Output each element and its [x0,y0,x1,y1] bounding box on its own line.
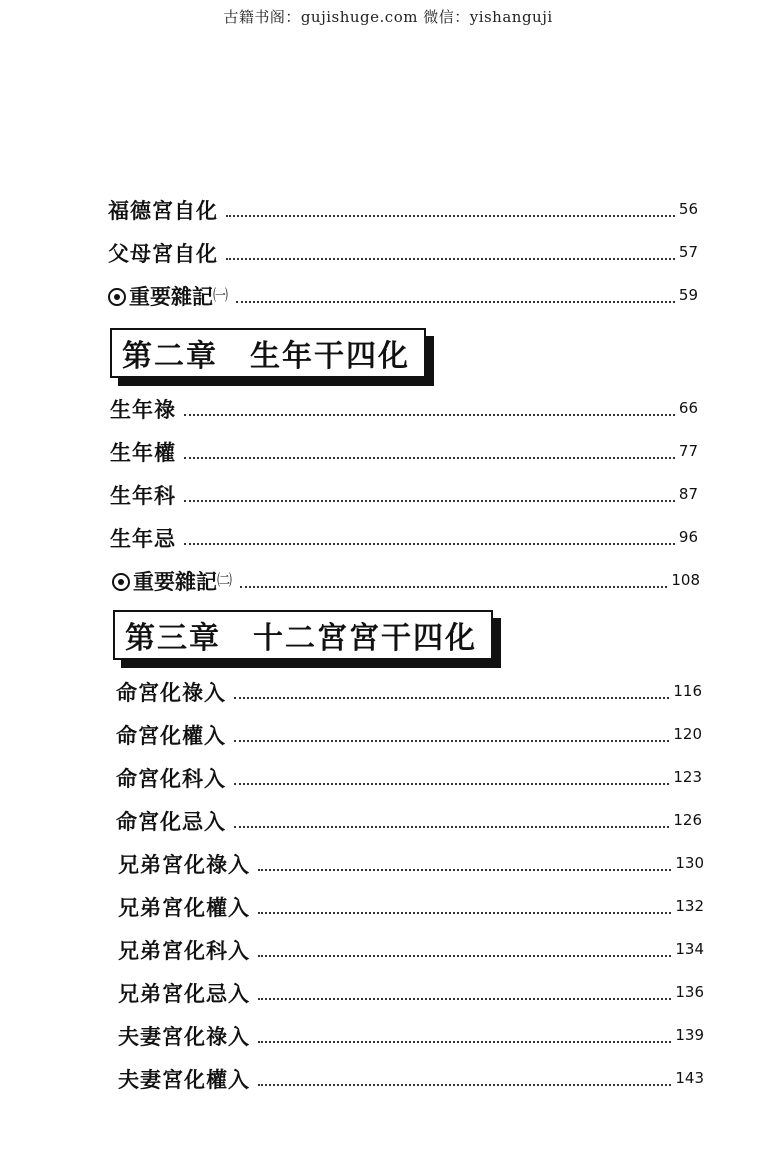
entry-title: 命宮化科入 [116,767,226,791]
entry-page: 57 [678,243,698,261]
entry-page: 132 [675,897,704,915]
entry-title: 夫妻宮化權入 [118,1068,250,1092]
chapter-label: 第三章 [125,621,221,656]
toc-entry [118,1020,704,1050]
dot-leader [258,1084,671,1086]
dot-leader [258,912,671,914]
entry-title: 福德宮自化 [108,199,218,223]
note-title [108,282,228,310]
toc-entry [116,719,702,749]
entry-page: 123 [673,768,702,786]
entry-title: 命宮化祿入 [116,681,226,705]
chapter-label: 第二章 [122,339,218,374]
toc-entry [116,805,702,835]
entry-page: 66 [678,399,698,417]
dot-leader [184,543,675,545]
toc-entry [118,1063,704,1093]
dot-leader [234,697,669,699]
toc-entry [118,848,704,878]
entry-title: 兄弟宮化科入 [118,939,250,963]
dot-leader [234,826,669,828]
dot-leader [258,1041,671,1043]
bullseye-icon [108,288,126,306]
dot-leader [240,586,667,588]
toc-entry [118,934,704,964]
entry-page: 77 [678,442,698,460]
entry-title: 兄弟宮化權入 [118,896,250,920]
entry-title: 生年祿 [110,398,176,422]
toc-entry [110,479,698,509]
note-label: 重要雜記 [129,285,213,309]
dot-leader [258,869,671,871]
dot-leader [258,955,671,957]
dot-leader [234,783,669,785]
entry-page: 56 [678,200,698,218]
bullseye-icon [112,573,130,591]
entry-page: 139 [675,1026,704,1044]
entry-title: 兄弟宮化忌入 [118,982,250,1006]
note-label: 重要雜記 [133,570,217,594]
note-number: ㈠ [213,286,229,304]
toc-entry [118,977,704,1007]
toc-entry [118,891,704,921]
toc-entry [110,393,698,423]
chapter-title: 十二宮宮干四化 [253,621,477,656]
chapter-heading [110,328,426,378]
entry-page: 116 [673,682,702,700]
dot-leader [184,414,675,416]
dot-leader [184,500,675,502]
toc-entry [110,522,698,552]
toc-entry [108,237,698,267]
toc-entry [108,194,698,224]
entry-title: 兄弟宮化祿入 [118,853,250,877]
chapter-title: 生年干四化 [250,339,410,374]
entry-page: 136 [675,983,704,1001]
watermark-text: 古籍书阁：gujishuge.com 微信：yishanguji [223,8,553,26]
toc-entry [116,762,702,792]
entry-page: 59 [678,286,698,304]
entry-title: 夫妻宮化祿入 [118,1025,250,1049]
dot-leader [226,215,675,217]
dot-leader [234,740,669,742]
entry-title: 父母宮自化 [108,242,218,266]
dot-leader [184,457,675,459]
entry-title: 生年權 [110,441,176,465]
entry-title: 命宮化權入 [116,724,226,748]
chapter-heading [113,610,493,660]
toc-note-entry [112,565,700,595]
entry-page: 87 [678,485,698,503]
entry-title: 生年科 [110,484,176,508]
entry-page: 96 [678,528,698,546]
toc-entry [110,436,698,466]
note-number: ㈡ [217,571,233,589]
dot-leader [258,998,671,1000]
toc-entry [116,676,702,706]
dot-leader [236,301,675,303]
note-title [112,567,232,595]
entry-title: 生年忌 [110,527,176,551]
entry-page: 108 [671,571,700,589]
dot-leader [226,258,675,260]
entry-page: 126 [673,811,702,829]
entry-page: 143 [675,1069,704,1087]
entry-page: 130 [675,854,704,872]
entry-page: 120 [673,725,702,743]
entry-title: 命宮化忌入 [116,810,226,834]
entry-page: 134 [675,940,704,958]
toc-note-entry [108,280,698,310]
